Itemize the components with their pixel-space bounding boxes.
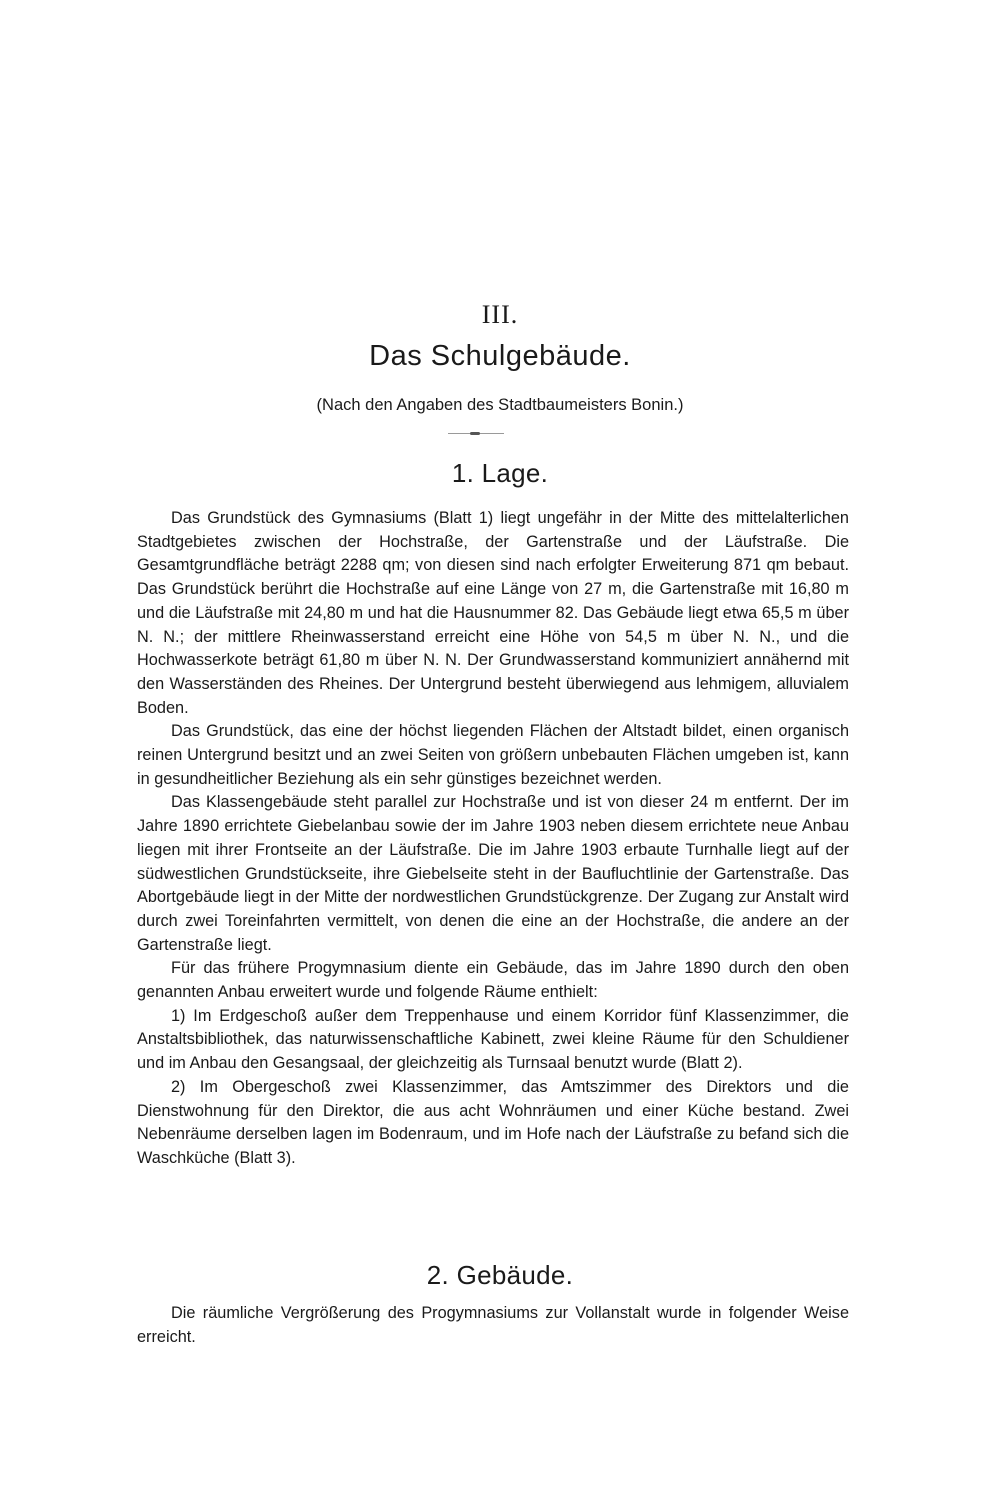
- paragraph: 2) Im Obergeschoß zwei Klassenzimmer, das Amtszimmer des Direktors und die Dienstwohnung für den Direktor, die aus acht Wohnräumen und einer Küche bestand. Zwei Nebenräume derselben lagen im Bodenraum, und im Hofe nach der Läufstraße zu befand sich die Waschküche (Blatt 3).: [137, 1077, 849, 1167]
- ornamental-divider: [448, 433, 504, 434]
- section-body-lage: [137, 507, 849, 1171]
- section-heading-gebaeude: 2. Gebäude.: [426, 1260, 574, 1290]
- paragraph: Das Grundstück, das eine der höchst liegenden Flächen der Altstadt bildet, einen organisch reinen Untergrund besitzt und an zwei Seiten von größern unbebauten Flächen umgeben ist, kann in gesundheitlicher Beziehung als ein sehr günstiges bezeichnet werden.: [137, 722, 849, 788]
- paragraph: Für das frühere Progymnasium diente ein Gebäude, das im Jahre 1890 durch den oben genannten Anbau erweitert wurde und folgende Räume enthielt:: [137, 959, 849, 1002]
- chapter-number: III.: [481, 300, 519, 329]
- paragraph: Das Klassengebäude steht parallel zur Hochstraße und ist von dieser 24 m entfernt. Der im Jahre 1890 errichtete Giebelanbau sowie der im Jahre 1903 neben diesem errichtete neue Anbau liegen mit ihrer Frontseite an der Läufstraße. Die im Jahre 1903 erbaute Turnhalle liegt auf der südwestlichen Grundstückseite, ihre Giebelseite steht in der Baufluchtlinie der Gartenstraße. Das Abortgebäude liegt in der Mitte der nordwestlichen Grundstückgrenze. Der Zugang zur Anstalt wird durch zwei Toreinfahrten vermittelt, von denen die eine an der Hochstraße, die andere an der Gartenstraße liegt.: [137, 793, 849, 954]
- section-heading-lage: 1. Lage.: [451, 458, 549, 488]
- paragraph: 1) Im Erdgeschoß außer dem Treppenhause und einem Korridor fünf Klassenzimmer, die Anstaltsbibliothek, das naturwissenschaftliche Kabinett, zwei kleine Räume für den Schuldiener und im Anbau den Gesangsaal, der gleichzeitig als Turnsaal benutzt wurde (Blatt 2).: [137, 1006, 849, 1073]
- chapter-subtitle: (Nach den Angaben des Stadtbaumeisters Bonin.): [316, 396, 684, 414]
- chapter-title: Das Schulgebäude.: [369, 340, 631, 372]
- section-body-gebaeude: [137, 1302, 849, 1349]
- paragraph: Die räumliche Vergrößerung des Progymnasiums zur Vollanstalt wurde in folgender Weise erreicht.: [137, 1304, 849, 1346]
- paragraph: Das Grundstück des Gymnasiums (Blatt 1) liegt ungefähr in der Mitte des mittelalterlichen Stadtgebietes zwischen der Hochstraße, der Gartenstraße und der Läufstraße. Die Gesamtgrundfläche beträgt 2288 qm; von diesen sind nach erfolgter Erweiterung 871 qm bebaut. Das Grundstück berührt die Hochstraße auf eine Länge von 27 m, die Gartenstraße mit 16,80 m und die Läufstraße mit 24,80 m und hat die Hausnummer 82. Das Gebäude liegt etwa 65,5 m über N. N.; der mittlere Rheinwasserstand erreicht eine Höhe von 54,5 m über N. N., und die Hochwasserkote beträgt 61,80 m über N. N. Der Grundwasserstand kommuniziert annähernd mit den Wasserständen des Rheines. Der Untergrund besteht überwiegend aus lehmigem, alluvialem Boden.: [137, 509, 849, 717]
